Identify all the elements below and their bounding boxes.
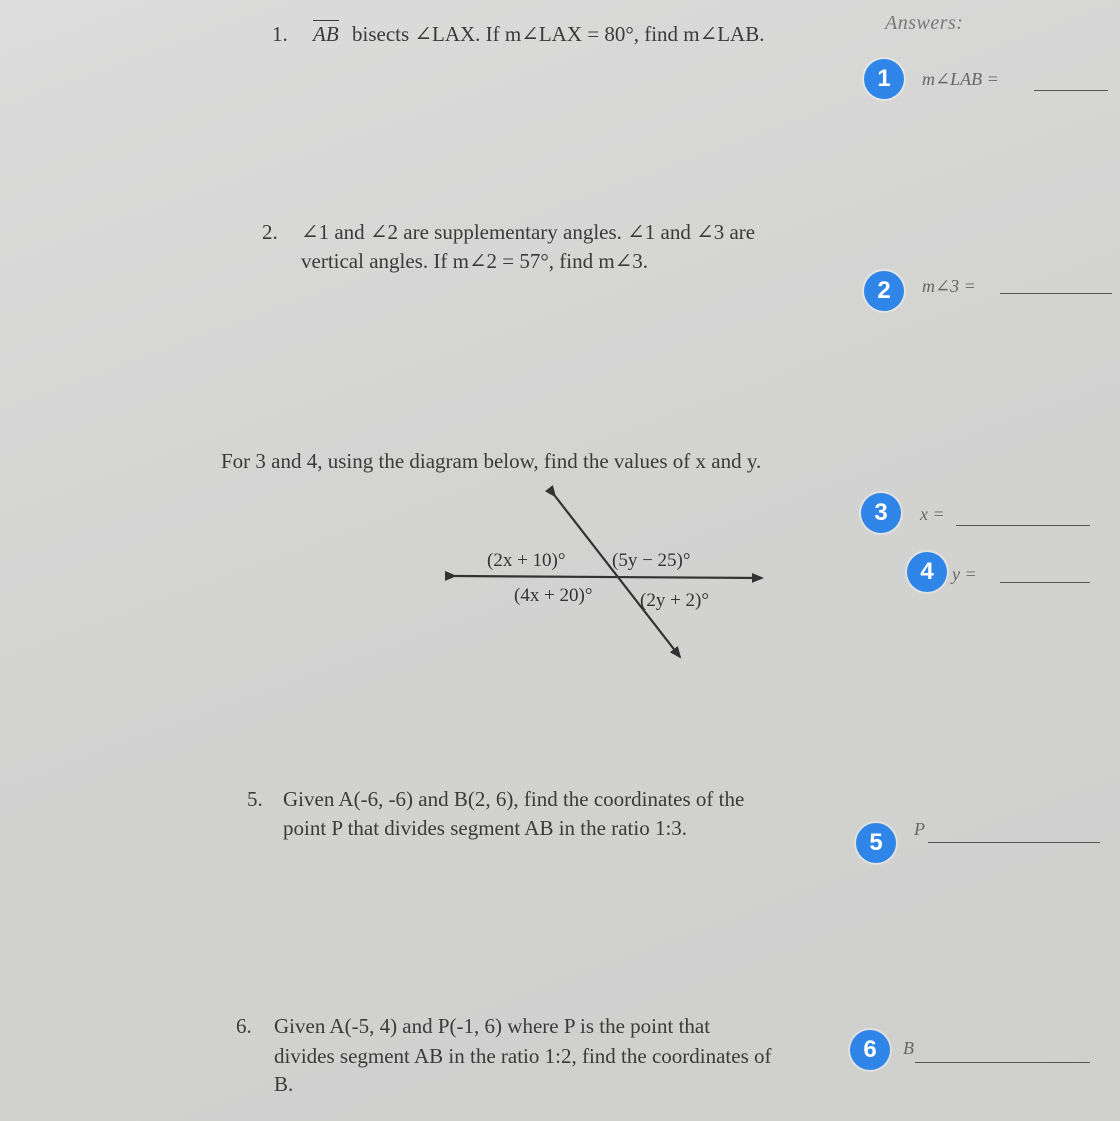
q2-line1: ∠1 and ∠2 are supplementary angles. ∠1 and ∠3 are xyxy=(301,220,756,244)
answer-badge-5: 5 xyxy=(856,823,896,863)
label-top-right: (5y − 25)° xyxy=(612,550,691,571)
answer-badge-3: 3 xyxy=(861,493,901,533)
answer-field-2[interactable] xyxy=(1000,293,1112,294)
q34-instruction: For 3 and 4, using the diagram below, find the values of x and y. xyxy=(221,449,762,473)
q5-number: 5. xyxy=(247,787,263,811)
q2-line2: vertical angles. If m∠2 = 57°, find m∠3. xyxy=(301,249,649,273)
answer-badge-1: 1 xyxy=(864,59,904,99)
answer-field-6[interactable] xyxy=(915,1062,1090,1063)
q6-line1: Given A(-5, 4) and P(-1, 6) where P is the point that xyxy=(274,1014,711,1038)
label-top-left: (2x + 10)° xyxy=(487,550,566,571)
q2-number: 2. xyxy=(262,220,278,244)
answer-badge-2: 2 xyxy=(864,271,904,311)
answer-field-5[interactable] xyxy=(928,842,1100,843)
q1-text: bisects ∠LAX. If m∠LAX = 80°, find m∠LAB. xyxy=(352,22,765,46)
q6-line2: divides segment AB in the ratio 1:2, find the coordinates of xyxy=(274,1044,772,1068)
answer-label-4: y = xyxy=(952,564,977,584)
answer-label-3: x = xyxy=(920,504,945,524)
answer-label-2: m∠3 = xyxy=(922,276,976,296)
answer-badge-6: 6 xyxy=(850,1030,890,1070)
q6-line3: B. xyxy=(274,1072,294,1096)
answer-field-1[interactable] xyxy=(1034,90,1108,91)
q5-line1: Given A(-6, -6) and B(2, 6), find the coordinates of the xyxy=(283,787,745,811)
answer-field-3[interactable] xyxy=(956,525,1090,526)
answer-label-6: B xyxy=(903,1038,914,1058)
q5-line2: point P that divides segment AB in the ratio 1:3. xyxy=(283,816,688,840)
label-bottom-left: (4x + 20)° xyxy=(514,585,593,606)
answer-label-1: m∠LAB = xyxy=(922,69,999,89)
answers-heading: Answers: xyxy=(885,12,964,34)
q6-number: 6. xyxy=(236,1014,252,1038)
answer-badge-4: 4 xyxy=(907,552,947,592)
label-bottom-right: (2y + 2)° xyxy=(640,590,709,611)
q1-number: 1. xyxy=(272,22,288,46)
horizontal-line xyxy=(455,576,762,578)
q1-segment-ab: AB xyxy=(313,22,339,46)
answer-field-4[interactable] xyxy=(1000,582,1090,583)
answer-label-5: P xyxy=(914,819,925,839)
